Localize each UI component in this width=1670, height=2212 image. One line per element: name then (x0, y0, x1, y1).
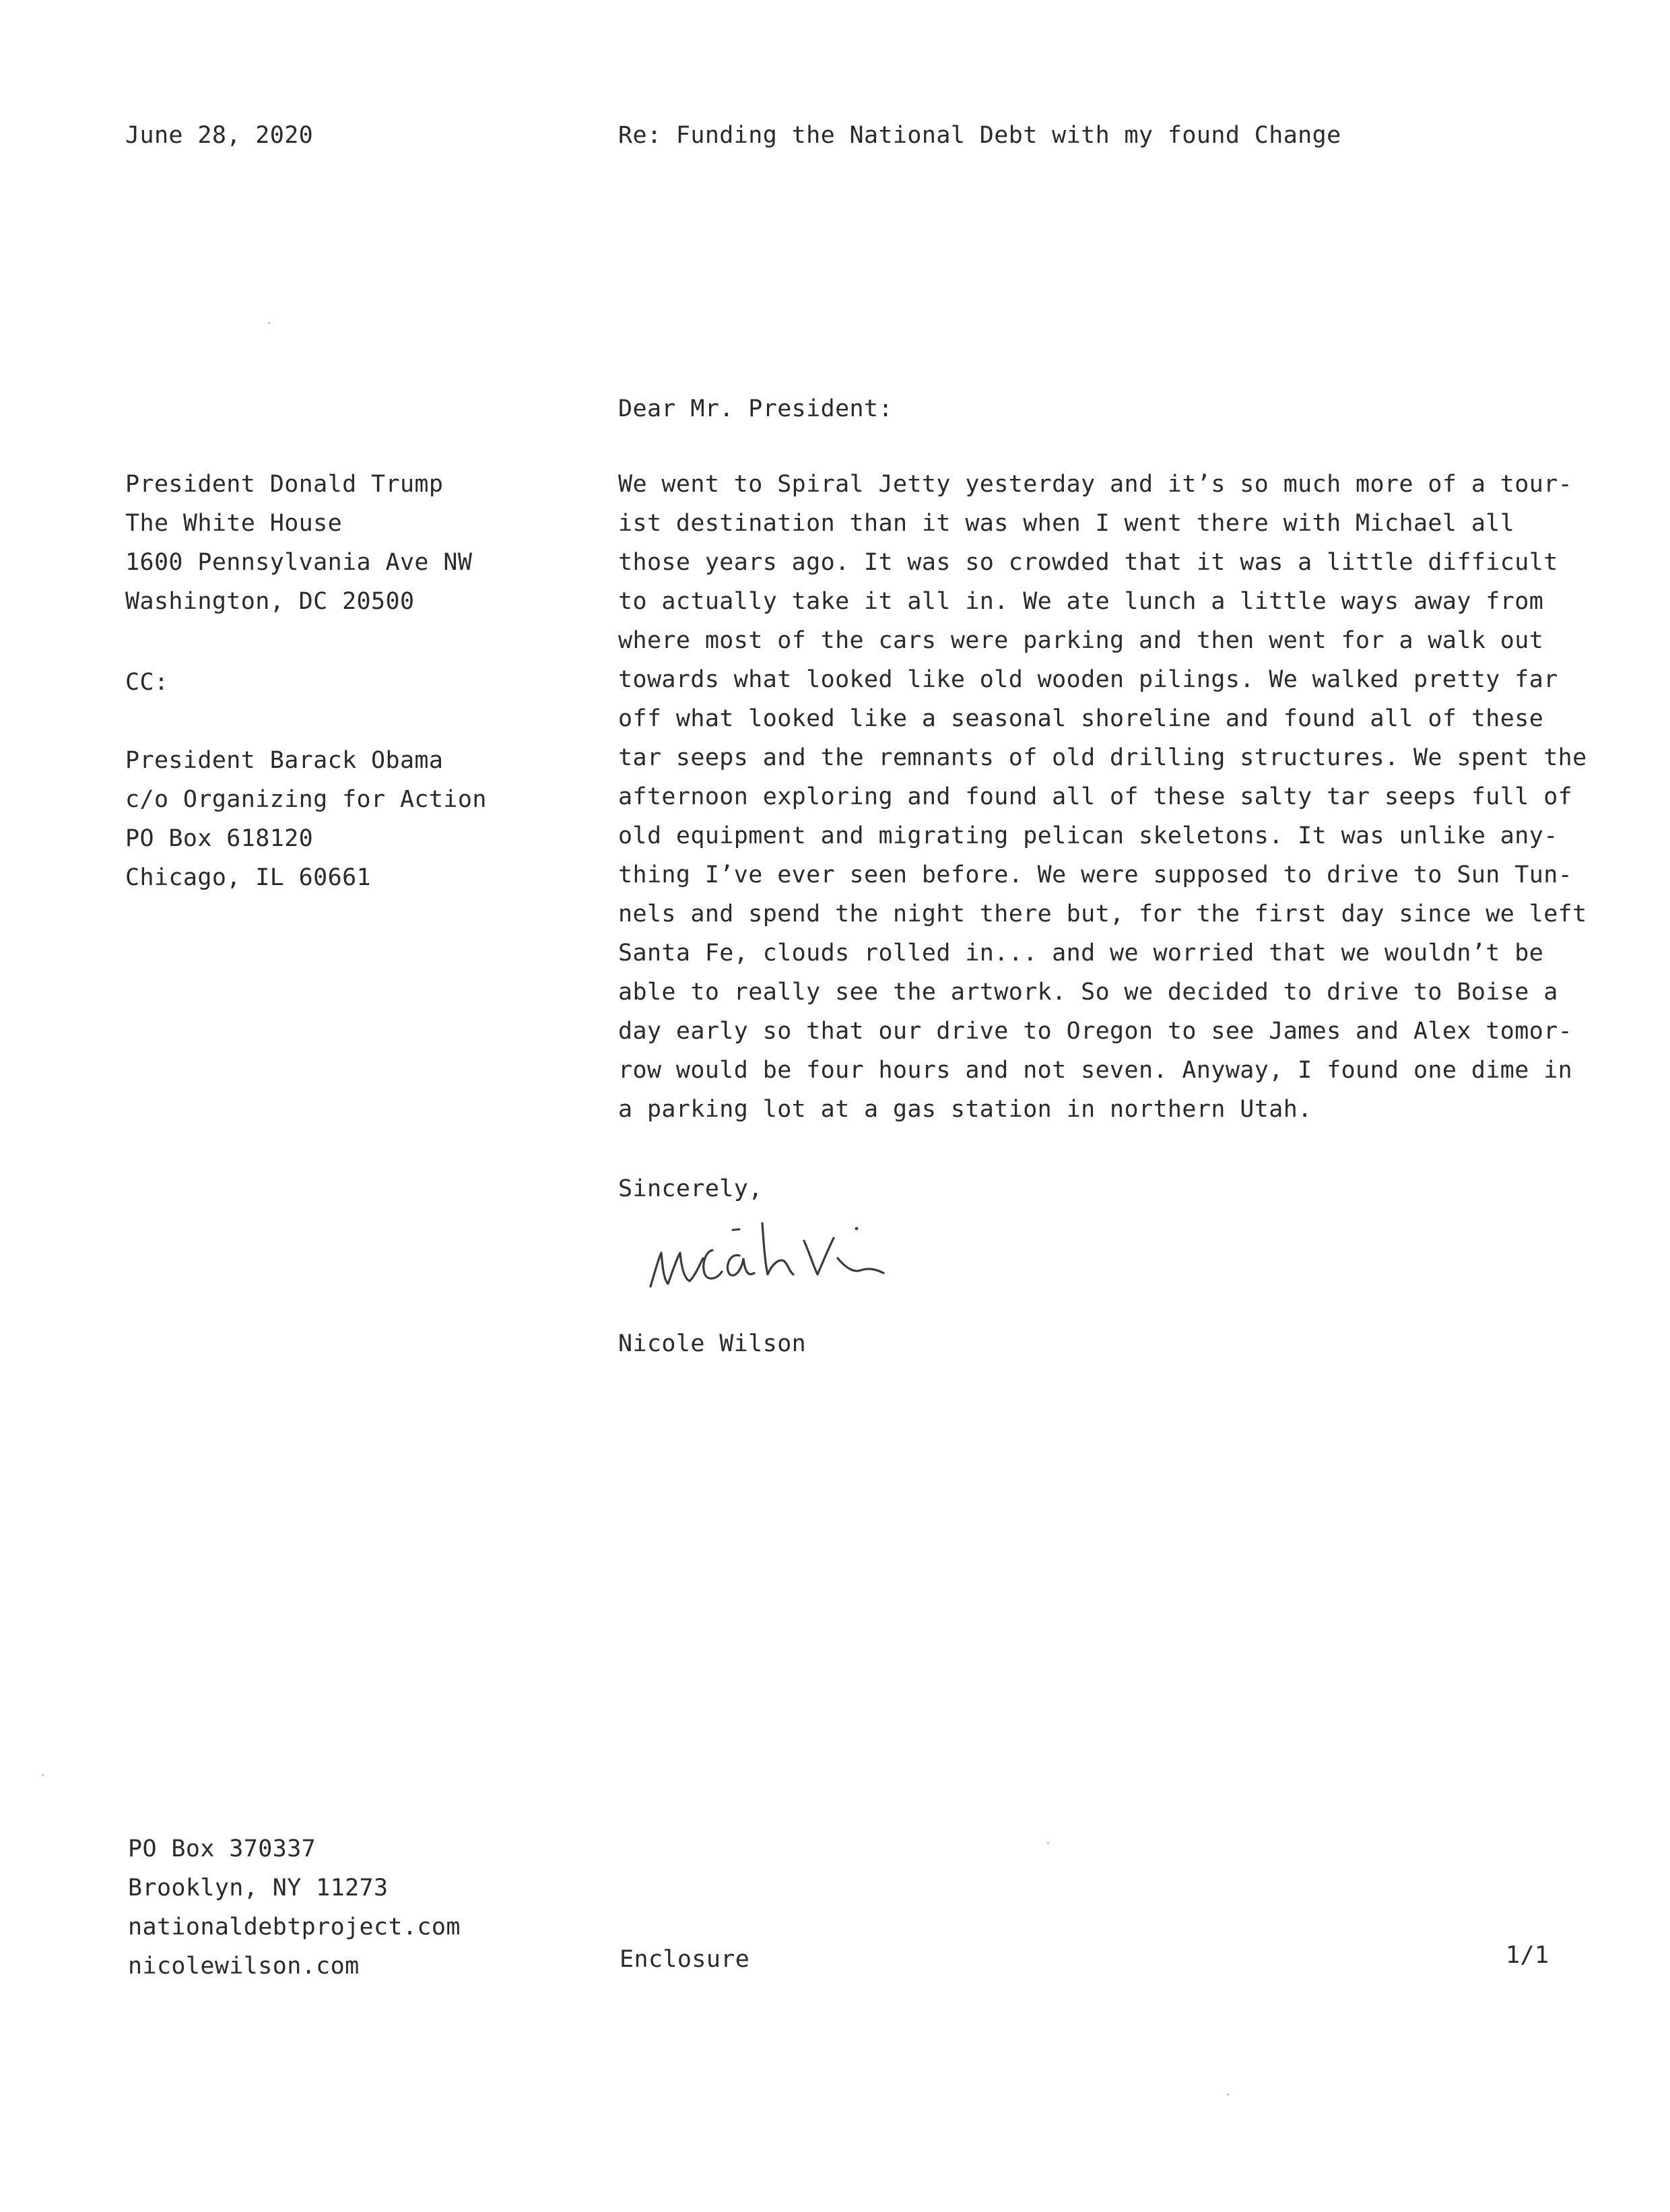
body-line: afternoon exploring and found all of these salty tar seeps full of (618, 783, 1573, 810)
body-line: Santa Fe, clouds rolled in... and we worried that we wouldn’t be (618, 940, 1544, 967)
letter-body (618, 465, 1587, 1129)
return-address (128, 1829, 461, 1986)
body-line: row would be four hours and not seven. Anyway, I found one dime in (618, 1057, 1573, 1084)
cc-label: CC: (125, 669, 169, 696)
handwritten-signature (638, 1211, 1002, 1312)
body-line: day early so that our drive to Oregon to see James and Alex tomor- (618, 1018, 1573, 1045)
enclosure-note: Enclosure (620, 1946, 750, 1973)
address-line: c/o Organizing for Action (125, 786, 487, 813)
return-address-line: PO Box 370337 (128, 1835, 316, 1862)
salutation: Dear Mr. President: (618, 395, 893, 422)
body-line: thing I’ve ever seen before. We were supposed to drive to Sun Tun- (618, 861, 1573, 888)
body-line: old equipment and migrating pelican skeletons. It was unlike any- (618, 822, 1558, 849)
address-line: President Donald Trump (125, 471, 444, 498)
body-line: towards what looked like old wooden pilings. We walked pretty far (618, 666, 1558, 693)
body-line: tar seeps and the remnants of old drilling structures. We spent the (618, 744, 1587, 771)
body-line: those years ago. It was so crowded that it was a little difficult (618, 549, 1558, 576)
return-address-line: nationaldebtproject.com (128, 1914, 461, 1941)
recipient-address (125, 465, 472, 621)
address-line: President Barack Obama (125, 747, 444, 774)
body-line: ist destination than it was when I went there with Michael all (618, 510, 1515, 537)
page-number: 1/1 (1506, 1942, 1549, 1969)
body-line: where most of the cars were parking and then went for a walk out (618, 627, 1544, 654)
address-line: Washington, DC 20500 (125, 588, 415, 615)
letter-date: June 28, 2020 (125, 122, 314, 149)
paper-speck (42, 1774, 44, 1776)
cc-recipient-address (125, 741, 487, 897)
body-line: to actually take it all in. We ate lunch a little ways away from (618, 588, 1544, 615)
address-line: Chicago, IL 60661 (125, 864, 372, 891)
address-line: 1600 Pennsylvania Ave NW (125, 549, 473, 576)
closing: Sincerely, (618, 1175, 763, 1202)
letter-subject: Re: Funding the National Debt with my found Change (618, 122, 1341, 149)
address-line: PO Box 618120 (125, 825, 314, 852)
body-line: a parking lot at a gas station in northern Utah. (618, 1096, 1312, 1123)
paper-speck (1227, 2093, 1229, 2095)
paper-speck (1047, 1842, 1049, 1844)
signer-name: Nicole Wilson (618, 1330, 807, 1357)
body-line: able to really see the artwork. So we decided to drive to Boise a (618, 979, 1558, 1006)
address-line: The White House (125, 510, 343, 537)
body-line: nels and spend the night there but, for the first day since we left (618, 901, 1587, 928)
return-address-line: Brooklyn, NY 11273 (128, 1875, 389, 1901)
body-line: off what looked like a seasonal shoreline and found all of these (618, 705, 1544, 732)
paper-speck (268, 322, 270, 324)
body-line: We went to Spiral Jetty yesterday and it’s so much more of a tour- (618, 471, 1573, 498)
return-address-line: nicolewilson.com (128, 1953, 360, 1980)
